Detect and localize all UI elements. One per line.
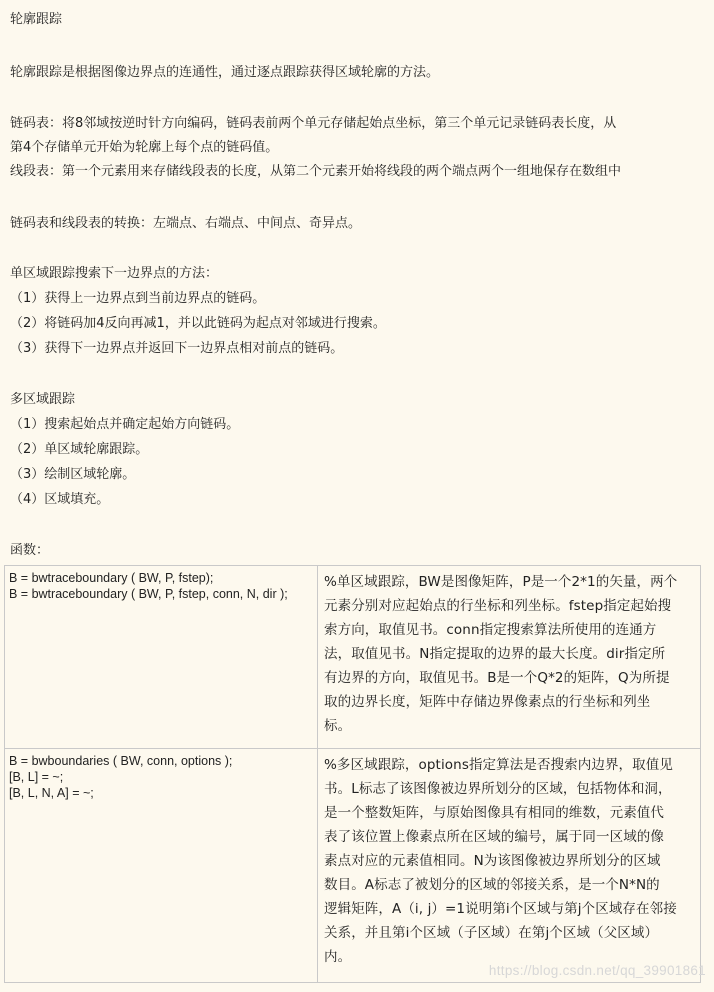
code-line: B = bwtraceboundary ( BW, P, fstep); bbox=[9, 571, 214, 585]
description-line: 内。 bbox=[324, 949, 352, 965]
page-title: 轮廓跟踪 bbox=[10, 12, 63, 27]
function-code-cell bbox=[5, 566, 318, 749]
description-line: 标。 bbox=[324, 718, 352, 734]
description-line: 是一个整数矩阵，与原始图像具有相同的维数，元素值代 bbox=[324, 805, 664, 821]
single-region-step-2: （2）将链码加4反向再减1，并以此链码为起点对邻域进行搜索。 bbox=[10, 316, 386, 331]
code-line: B = bwboundaries ( BW, conn, options ); bbox=[9, 754, 233, 768]
description-line: 有边界的方向，取值见书。B是一个Q*2的矩阵，Q为所提 bbox=[324, 670, 670, 686]
code-line: [B, L, N, A] = ~; bbox=[9, 786, 94, 800]
description-line: 表了该位置上像素点所在区域的编号，属于同一区域的像 bbox=[324, 829, 664, 845]
description-line: 关系，并且第i个区域（子区域）在第j个区域（父区域） bbox=[324, 925, 659, 941]
single-region-step-1: （1）获得上一边界点到当前边界点的链码。 bbox=[10, 291, 266, 306]
chain-table-line-2: 第4个存储单元开始为轮廓上每个点的链码值。 bbox=[10, 140, 279, 155]
multi-region-step-4: （4）区域填充。 bbox=[10, 492, 110, 507]
description-line: 取的边界长度，矩阵中存储边界像素点的行坐标和列坐 bbox=[324, 694, 651, 710]
description-line: 素点对应的元素值相同。N为该图像被边界所划分的区域 bbox=[324, 853, 661, 869]
multi-region-heading: 多区域跟踪 bbox=[10, 392, 76, 407]
watermark-url: https://blog.csdn.net/qq_39901861 bbox=[488, 963, 706, 978]
function-description-cell bbox=[318, 749, 701, 983]
description-line: 数目。A标志了被划分的区域的邻接关系，是一个N*N的 bbox=[324, 877, 660, 893]
description-line: 逻辑矩阵，A（i, j）=1说明第i个区域与第j个区域存在邻接 bbox=[324, 901, 677, 917]
multi-region-step-1: （1）搜索起始点并确定起始方向链码。 bbox=[10, 417, 240, 432]
description-line: 书。L标志了该图像被边界所划分的区域，包括物体和洞， bbox=[324, 781, 672, 797]
functions-label: 函数： bbox=[10, 543, 50, 558]
description-line: %单区域跟踪，BW是图像矩阵，P是一个2*1的矢量，两个 bbox=[324, 574, 678, 590]
single-region-heading: 单区域跟踪搜索下一边界点的方法： bbox=[10, 266, 219, 281]
definition-text: 轮廓跟踪是根据图像边界点的连通性，通过逐点跟踪获得区域轮廓的方法。 bbox=[10, 65, 440, 80]
description-line: 法，取值见书。N指定提取的边界的最大长度。dir指定所 bbox=[324, 646, 666, 662]
conversion-text: 链码表和线段表的转换：左端点、右端点、中间点、奇异点。 bbox=[10, 216, 362, 231]
table-row bbox=[5, 566, 701, 749]
function-code-cell bbox=[5, 749, 318, 983]
description-line: 索方向，取值见书。conn指定搜索算法所使用的连通方 bbox=[324, 622, 657, 638]
code-line: B = bwtraceboundary ( BW, P, fstep, conn, N, dir ); bbox=[9, 587, 288, 601]
description-line: 元素分别对应起始点的行坐标和列坐标。fstep指定起始搜 bbox=[324, 598, 672, 614]
segment-table-text: 线段表：第一个元素用来存储线段表的长度，从第二个元素开始将线段的两个端点两个一组地保存在数组中 bbox=[10, 164, 622, 179]
functions-table bbox=[4, 565, 701, 983]
single-region-step-3: （3）获得下一边界点并返回下一边界点相对前点的链码。 bbox=[10, 341, 344, 356]
multi-region-step-3: （3）绘制区域轮廓。 bbox=[10, 467, 136, 482]
code-line: [B, L] = ~; bbox=[9, 770, 64, 784]
table-row bbox=[5, 749, 701, 983]
multi-region-step-2: （2）单区域轮廓跟踪。 bbox=[10, 442, 149, 457]
function-description-cell bbox=[318, 566, 701, 749]
chain-table-line-1: 链码表：将8邻域按逆时针方向编码，链码表前两个单元存储起始点坐标，第三个单元记录链码表长度，从 bbox=[10, 116, 617, 131]
description-line: %多区域跟踪，options指定算法是否搜索内边界，取值见 bbox=[324, 757, 673, 773]
